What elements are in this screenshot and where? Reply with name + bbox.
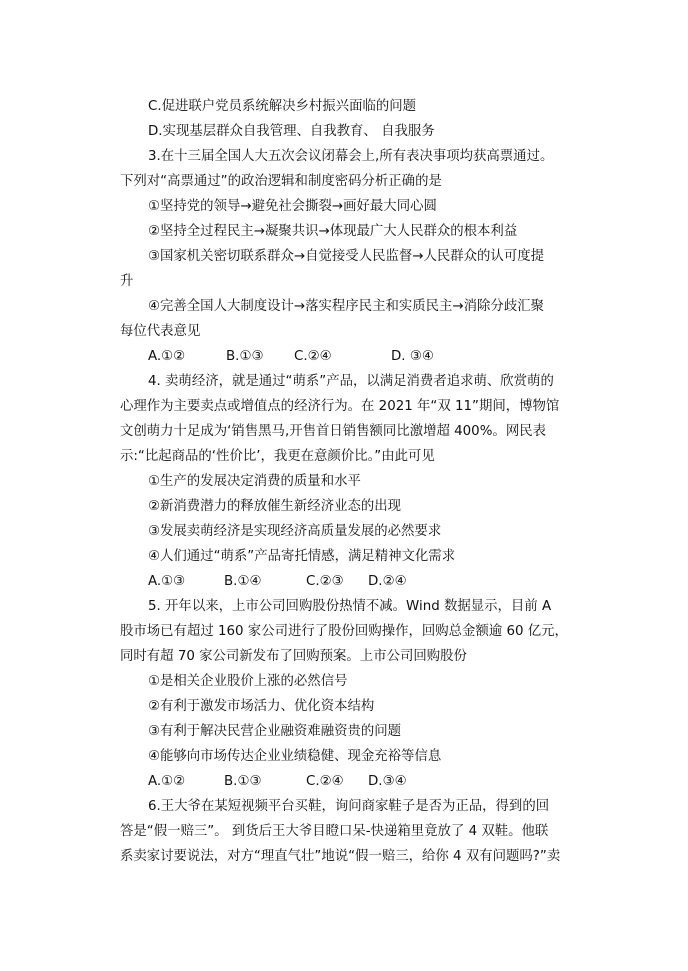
q6-stem-line-3: 系卖家讨要说法，对方“理直气壮”地说“假一赔三，给你 4 双有问题吗?”卖 [120,849,561,864]
q4-item-2: ②新消费潜力的释放催生新经济业态的出现 [148,499,402,514]
q5-item-2: ②有利于激发市场活力、优化资本结构 [148,699,375,714]
q6-stem-line-2: 答是“假一赔三”。 到货后王大爷目瞪口呆-快递箱里竟放了 4 双鞋。他联 [120,824,549,839]
q4-option-d: D.②④ [368,574,407,589]
q4-stem-line-2: 心理作为主要卖点或增值点的经济行为。在 2021 年“双 11”期间，博物馆 [120,399,560,414]
option-d-q2: D.实现基层群众自我管理、自我教育、 自我服务 [148,124,435,139]
q3-item-1: ①坚持党的领导→避免社会撕裂→画好最大同心圆 [148,199,437,214]
q3-item-2: ②坚持全过程民主→凝聚共识→体现最广大人民群众的根本利益 [148,224,518,239]
q4-stem-line-4: 示:“比起商品的‘性价比’，我更在意颜价比。”由此可见 [120,449,435,464]
q4-stem-line-1: 4. 卖萌经济，就是通过“萌系”产品，以满足消费者追求萌、欣赏萌的 [148,374,554,389]
q3-option-c: C.②④ [294,349,332,364]
option-c-q2: C.促进联户党员系统解决乡村振兴面临的问题 [148,99,417,114]
q3-item-3-cont: 升 [120,274,134,289]
q4-option-b: B.①④ [224,574,262,589]
q5-item-1: ①是相关企业股价上涨的必然信号 [148,674,348,689]
q5-option-c: C.②④ [306,774,344,789]
q6-stem-line-1: 6.王大爷在某短视频平台买鞋，询问商家鞋子是否为正品，得到的回 [148,799,550,814]
q3-stem-line-1: 3.在十三届全国人大五次会议闭幕会上,所有表决事项均获高票通过。 [148,149,554,164]
q4-item-1: ①生产的发展决定消费的质量和水平 [148,474,361,489]
q5-item-3: ③有利于解决民营企业融资难融资贵的问题 [148,724,402,739]
q3-item-3: ③国家机关密切联系群众→自觉接受人民监督→人民群众的认可度提 [148,249,544,264]
q3-option-d: D. ③④ [391,349,434,364]
q4-stem-line-3: 文创萌力十足成为‘销售黑马,开售首日销售额同比激增超 400%。网民表 [120,424,546,439]
q5-item-4: ④能够向市场传达企业业绩稳健、现金充裕等信息 [148,749,442,764]
q3-option-a: A.①② [148,349,186,364]
q3-options [148,348,434,366]
q4-option-c: C.②③ [306,574,344,589]
q4-item-3: ③发展卖萌经济是实现经济高质量发展的必然要求 [148,524,442,539]
q3-item-4: ④完善全国人大制度设计→落实程序民主和实质民主→消除分歧汇聚 [148,299,544,314]
q3-stem-line-2: 下列对“高票通过”的政治逻辑和制度密码分析正确的是 [120,174,442,189]
q3-option-b: B.①③ [226,349,264,364]
q5-stem-line-1: 5. 开年以来，上市公司回购股份热情不减。Wind 数据显示，目前 A [148,599,552,614]
q5-options [148,773,407,791]
q5-option-d: D.③④ [368,774,407,789]
q5-option-a: A.①② [148,774,186,789]
q4-item-4: ④人们通过“萌系”产品寄托情感，满足精神文化需求 [148,549,456,564]
q4-options [148,573,407,591]
q5-stem-line-3: 同时有超 70 家公司新发布了回购预案。上市公司回购股份 [120,649,467,664]
q5-option-b: B.①③ [224,774,262,789]
q5-stem-line-2: 股市场已有超过 160 家公司进行了股份回购操作，回购总金额逾 60 亿元， [120,624,568,639]
q3-item-4-cont: 每位代表意见 [120,324,201,339]
q4-option-a: A.①③ [148,574,186,589]
